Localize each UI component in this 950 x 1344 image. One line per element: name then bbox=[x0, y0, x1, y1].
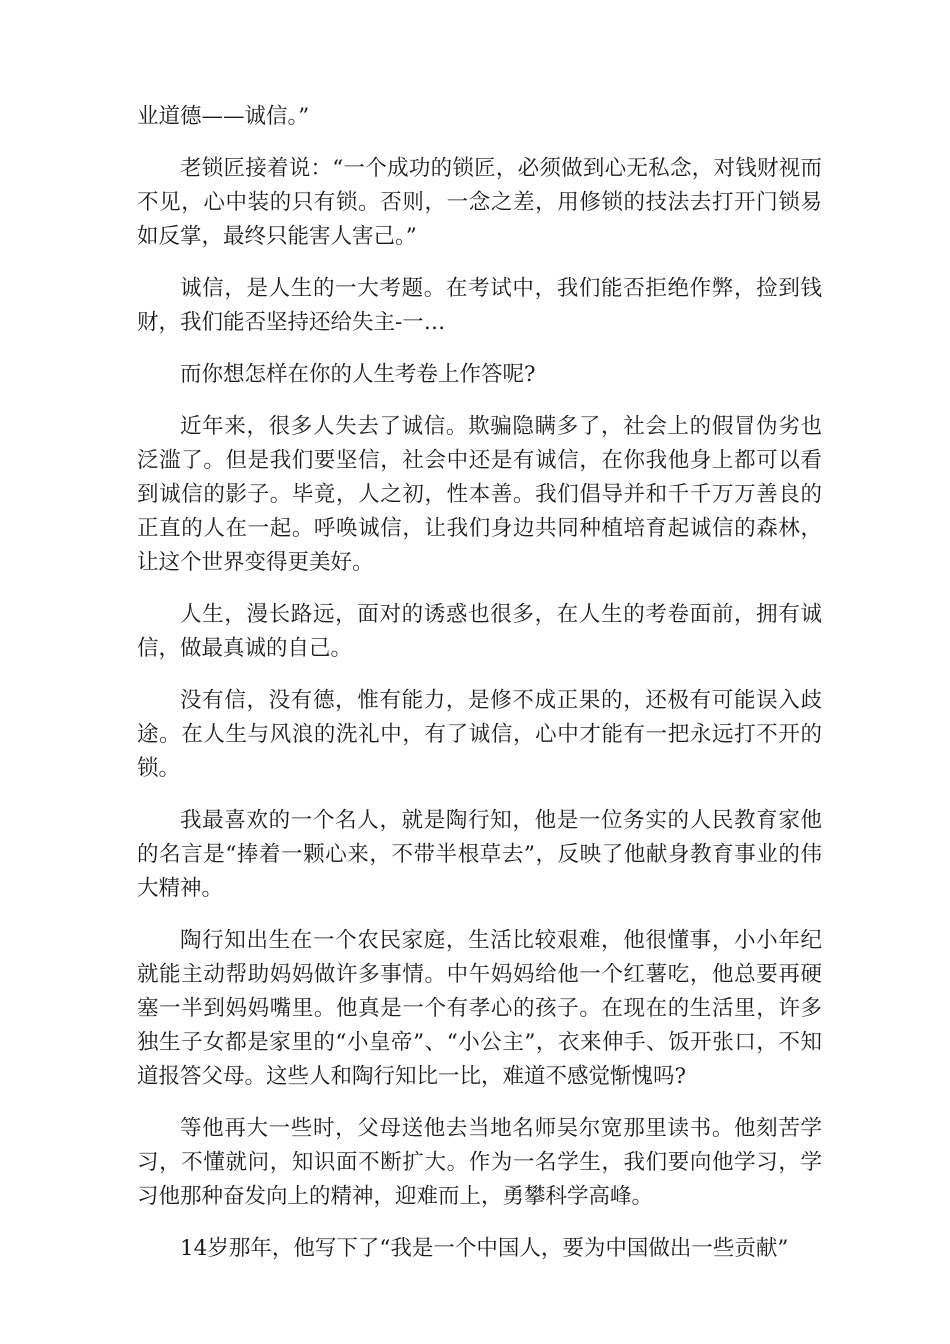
paragraph-continuation: 业道德——诚信。” bbox=[137, 104, 310, 129]
paragraph-question: 而你想怎样在你的人生考卷上作答呢? bbox=[180, 362, 536, 387]
paragraph-age-fourteen: 14岁那年，他写下了“我是一个中国人，要为中国做出一些贡献” bbox=[180, 1236, 789, 1261]
paragraph-life-road: 人生，漫长路远，面对的诱惑也很多，在人生的考卷面前，拥有诚信，做最真诚的自己。 bbox=[137, 602, 822, 661]
paragraph-recent-years: 近年来，很多人失去了诚信。欺骗隐瞒多了，社会上的假冒伪劣也泛滥了。但是我们要坚信，社会中还是有诚信，在你我他身上都可以看到诚信的影子。毕竟，人之初，性本善。我们倡导并和千千万万善良的正直的人在一起。呼唤诚信，让我们身边共同种植培育起诚信的森林，让这个世界变得更美好。 bbox=[137, 414, 822, 575]
document-body bbox=[137, 100, 822, 1284]
paragraph-tao-xingzhi-study: 等他再大一些时，父母送他去当地名师吴尔宽那里读书。他刻苦学习，不懂就问，知识面不断扩大。作为一名学生，我们要向他学习，学习他那种奋发向上的精神，迎难而上，勇攀科学高峰。 bbox=[137, 1116, 822, 1209]
paragraph-integrity-exam: 诚信，是人生的一大考题。在考试中，我们能否拒绝作弊，捡到钱财，我们能否坚持还给失主-一… bbox=[137, 276, 822, 335]
paragraph-no-faith: 没有信，没有德，惟有能力，是修不成正果的，还极有可能误入歧途。在人生与风浪的洗礼中，有了诚信，心中才能有一把永远打不开的锁。 bbox=[137, 688, 822, 781]
paragraph-tao-xingzhi-childhood: 陶行知出生在一个农民家庭，生活比较艰难，他很懂事，小小年纪就能主动帮助妈妈做许多事情。中午妈妈给他一个红薯吃，他总要再硬塞一半到妈妈嘴里。他真是一个有孝心的孩子。在现在的生活里，许多独生子女都是家里的“小皇帝”、“小公主”，衣来伸手、饭开张口，不知道报答父母。这些人和陶行知比一比，难道不感觉惭愧吗? bbox=[137, 928, 822, 1089]
paragraph-locksmith-speech: 老锁匠接着说：“一个成功的锁匠，必须做到心无私念，对钱财视而不见，心中装的只有锁。否则，一念之差，用修锁的技法去打开门锁易如反掌，最终只能害人害己。” bbox=[137, 156, 822, 249]
paragraph-tao-xingzhi-intro: 我最喜欢的一个名人，就是陶行知，他是一位务实的人民教育家他的名言是“捧着一颗心来，不带半根草去”，反映了他献身教育事业的伟大精神。 bbox=[137, 808, 822, 901]
